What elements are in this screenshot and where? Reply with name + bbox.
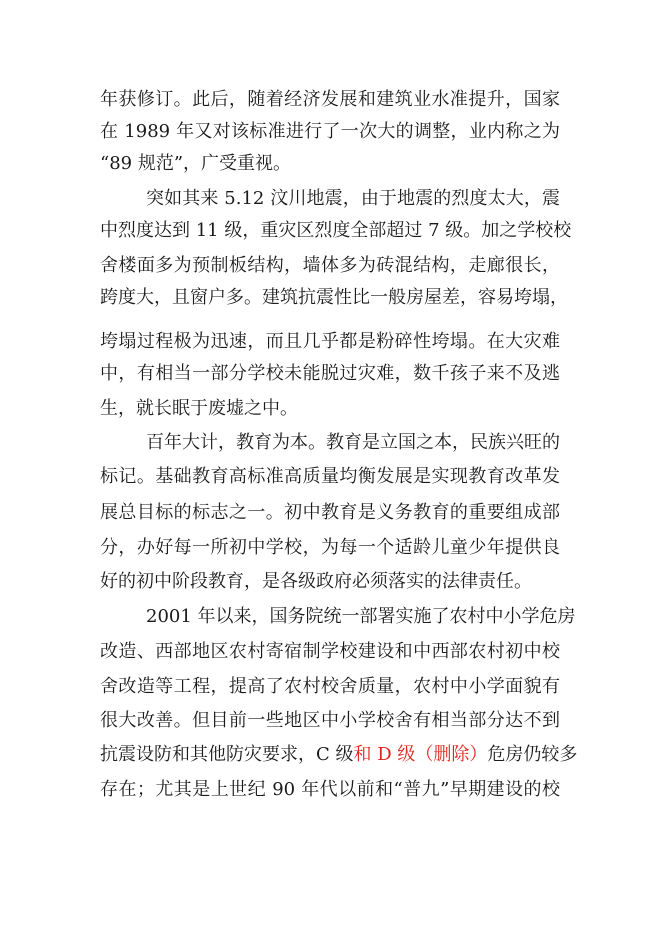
line-text-before-revision: 抗震设防和其他防灾要求，C 级 [100,744,354,765]
paragraph-line: 分，办好每一所初中学校，为每一个适龄儿童少年提供良 [100,537,560,558]
paragraph-line: 垮塌过程极为迅速，而且几乎都是粉碎性垮塌。在大灾难 [100,331,560,352]
paragraph-line-with-revision [100,740,578,770]
paragraph-line: 百年大计，教育为本。教育是立国之本，民族兴旺的 [146,432,560,453]
line-text-after-revision: 危房仍较多 [487,744,578,765]
paragraph-line: 2001 年以来，国务院统一部署实施了农村中小学危房 [146,606,576,627]
paragraph-line: 年获修订。此后，随着经济发展和建筑业水准提升，国家 [100,89,560,110]
paragraph-line: 舍改造等工程，提高了农村校舍质量，农村中小学面貌有 [100,676,560,697]
paragraph-line: 好的初中阶段教育，是各级政府必须落实的法律责任。 [100,571,532,592]
revision-mark: 和 D 级（删除） [353,744,488,765]
paragraph-line: 跨度大，且窗户多。建筑抗震性比一般房屋差，容易垮塌， [100,287,568,308]
paragraph-line: 改造、西部地区农村寄宿制学校建设和中西部农村初中校 [100,641,560,662]
paragraph-line: 标记。基础教育高标准高质量均衡发展是实现教育改革发 [100,466,560,487]
paragraph-line: 在 1989 年又对该标准进行了一次大的调整，业内称之为 [100,121,560,142]
paragraph-line: 很大改善。但目前一些地区中小学校舍有相当部分达不到 [100,710,560,731]
paragraph-line: 中烈度达到 11 级，重灾区烈度全部超过 7 级。加之学校校 [100,220,572,241]
paragraph-line: 存在；尤其是上世纪 90 年代以前和“普九”早期建设的校 [100,779,560,800]
paragraph-line: 展总目标的标志之一。初中教育是义务教育的重要组成部 [100,502,560,523]
paragraph-line: “89 规范”，广受重视。 [100,153,292,174]
paragraph-line: 舍楼面多为预制板结构，墙体多为砖混结构，走廊很长， [100,255,560,276]
paragraph-line: 中，有相当一部分学校未能脱过灾难，数千孩子来不及逃 [100,363,560,384]
paragraph-line: 突如其来 5.12 汶川地震，由于地震的烈度太大，震 [146,188,560,209]
paragraph-line: 生，就长眠于废墟之中。 [100,398,298,419]
